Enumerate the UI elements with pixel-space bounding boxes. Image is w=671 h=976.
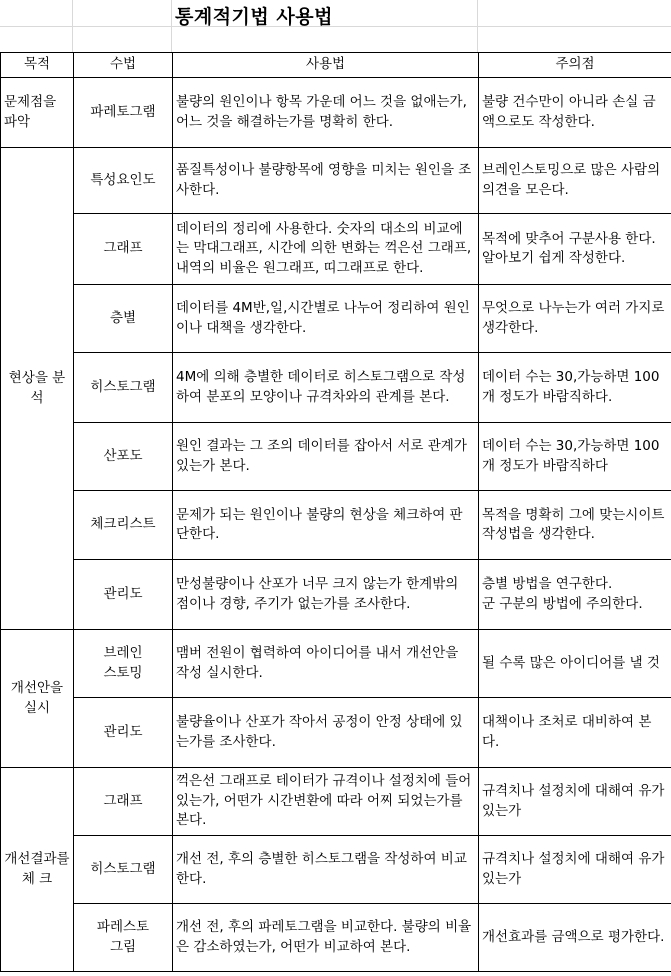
purpose-cell[interactable]: 현상을 분석 (1, 148, 74, 630)
caution-cell[interactable]: 데이터 수는 30,가능하면 100개 정도가 바람직하다. (479, 353, 671, 423)
sheet-title: 통계적기법 사용법 (175, 6, 333, 28)
method-cell[interactable]: 파레토그램 (74, 78, 173, 148)
caution-cell[interactable]: 될 수록 많은 아이디어를 낼 것 (479, 630, 671, 698)
purpose-cell[interactable]: 개선결과를 체 크 (1, 768, 74, 972)
table-row (1, 630, 671, 698)
table-row (1, 285, 671, 353)
header-purpose[interactable]: 목적 (1, 53, 74, 78)
caution-cell[interactable]: 무엇으로 나누는가 여러 가지로 생각한다. (479, 285, 671, 353)
caution-cell[interactable]: 데이터 수는 30,가능하면 100개 정도가 바람직하다 (479, 423, 671, 491)
method-cell[interactable]: 체크리스트 (74, 491, 173, 560)
caution-cell[interactable]: 개선효과를 금액으로 평가한다. (479, 904, 671, 972)
caution-cell[interactable]: 층별 방법을 연구한다. 군 구분의 방법에 주의한다. (479, 560, 671, 630)
usage-cell[interactable] (173, 214, 479, 285)
caution-cell[interactable]: 규격치나 설정치에 대해여 유가 있는가 (479, 836, 671, 904)
caution-cell[interactable]: 목적을 명확히 그에 맞는시이트 작성법을 생각한다. (479, 491, 671, 560)
header-row (1, 53, 671, 78)
method-cell[interactable]: 히스토그램 (74, 353, 173, 423)
usage-cell[interactable]: 꺽은선 그래프로 테이터가 규격이나 설정치에 들어 있는가, 어떤가 시간변환에 따라 어찌 되었는가를 본다. (173, 768, 479, 836)
header-method[interactable]: 수법 (74, 53, 173, 78)
table-row (1, 491, 671, 560)
gridline (72, 0, 73, 52)
table-row (1, 78, 671, 148)
header-caution[interactable]: 주의점 (479, 53, 671, 78)
table-row (1, 423, 671, 491)
usage-cell[interactable]: 문제가 되는 원인이나 불량의 현상을 체크하여 판단한다. (173, 491, 479, 560)
caution-cell[interactable]: 목적에 맞추어 구분사용 한다. 알아보기 쉽게 작성한다. (479, 214, 671, 285)
usage-cell[interactable]: 개선 전, 후의 층별한 히스토그램을 작성하여 비교한다. (173, 836, 479, 904)
usage-cell[interactable]: 개선 전, 후의 파레토그램을 비교한다. 불량의 비율은 감소하였는가, 어떤가 비교하여 본다. (173, 904, 479, 972)
usage-cell[interactable]: 원인 결과는 그 조의 데이터를 잡아서 서로 관계가 있는가 본다. (173, 423, 479, 491)
method-cell[interactable]: 히스토그램 (74, 836, 173, 904)
method-cell[interactable]: 산포도 (74, 423, 173, 491)
table-row (1, 353, 671, 423)
table-row (1, 836, 671, 904)
method-cell[interactable]: 그래프 (74, 214, 173, 285)
table-row (1, 148, 671, 214)
method-cell[interactable]: 브레인 스토밍 (74, 630, 173, 698)
usage-text: 데이터의 정리에 사용한다. 숫자의 대소의 비교에는 막대그래프, 시간에 의한 변화는 꺽은선 그래프, 내역의 비율은 원그래프, 띠그래프로 한다. (176, 220, 472, 276)
gridline (171, 0, 172, 52)
table-row (1, 698, 671, 768)
usage-cell[interactable]: 불량율이나 산포가 작아서 공정이 안정 상태에 있는가를 조사한다. (173, 698, 479, 768)
table-row (1, 214, 671, 285)
method-cell[interactable]: 관리도 (74, 560, 173, 630)
usage-table (0, 52, 671, 972)
purpose-cell[interactable]: 문제점을 파악 (1, 78, 74, 148)
method-cell[interactable]: 그래프 (74, 768, 173, 836)
purpose-cell[interactable]: 개선안을 실시 (1, 630, 74, 768)
gridline (0, 26, 671, 27)
gridline (477, 0, 478, 52)
method-cell[interactable]: 층별 (74, 285, 173, 353)
caution-cell[interactable]: 불량 건수만이 아니라 손실 금액으로도 작성한다. (479, 78, 671, 148)
usage-cell[interactable]: 맴버 전원이 협력하여 아이디어를 내서 개선안을 작성 실시한다. (173, 630, 479, 698)
caution-cell[interactable]: 대책이나 조처로 대비하여 본다. (479, 698, 671, 768)
header-usage[interactable]: 사용법 (173, 53, 479, 78)
method-cell[interactable]: 관리도 (74, 698, 173, 768)
method-cell[interactable]: 파레스토 그림 (74, 904, 173, 972)
method-cell[interactable]: 특성요인도 (74, 148, 173, 214)
usage-cell[interactable]: 품질특성이나 불량항목에 영향을 미치는 원인을 조사한다. (173, 148, 479, 214)
table-row (1, 904, 671, 972)
usage-cell[interactable]: 불량의 원인이나 항목 가운데 어느 것을 없애는가, 어느 것을 해결하는가를 명확히 한다. (173, 78, 479, 148)
usage-cell[interactable]: 데이터를 4M반,일,시간별로 나누어 정리하여 원인이나 대책을 생각한다. (173, 285, 479, 353)
caution-cell[interactable]: 규격치나 설정치에 대해여 유가 있는가 (479, 768, 671, 836)
usage-cell[interactable]: 만성불량이나 산포가 너무 크지 않는가 한계밖의 점이나 경향, 주기가 없는가를 조사한다. (173, 560, 479, 630)
usage-cell[interactable]: 4M에 의해 층별한 데이터로 히스토그램으로 작성하여 분포의 모양이나 규격차와의 관계를 본다. (173, 353, 479, 423)
table-row (1, 560, 671, 630)
caution-cell[interactable]: 브레인스토밍으로 많은 사람의 의견을 모은다. (479, 148, 671, 214)
table-row (1, 768, 671, 836)
